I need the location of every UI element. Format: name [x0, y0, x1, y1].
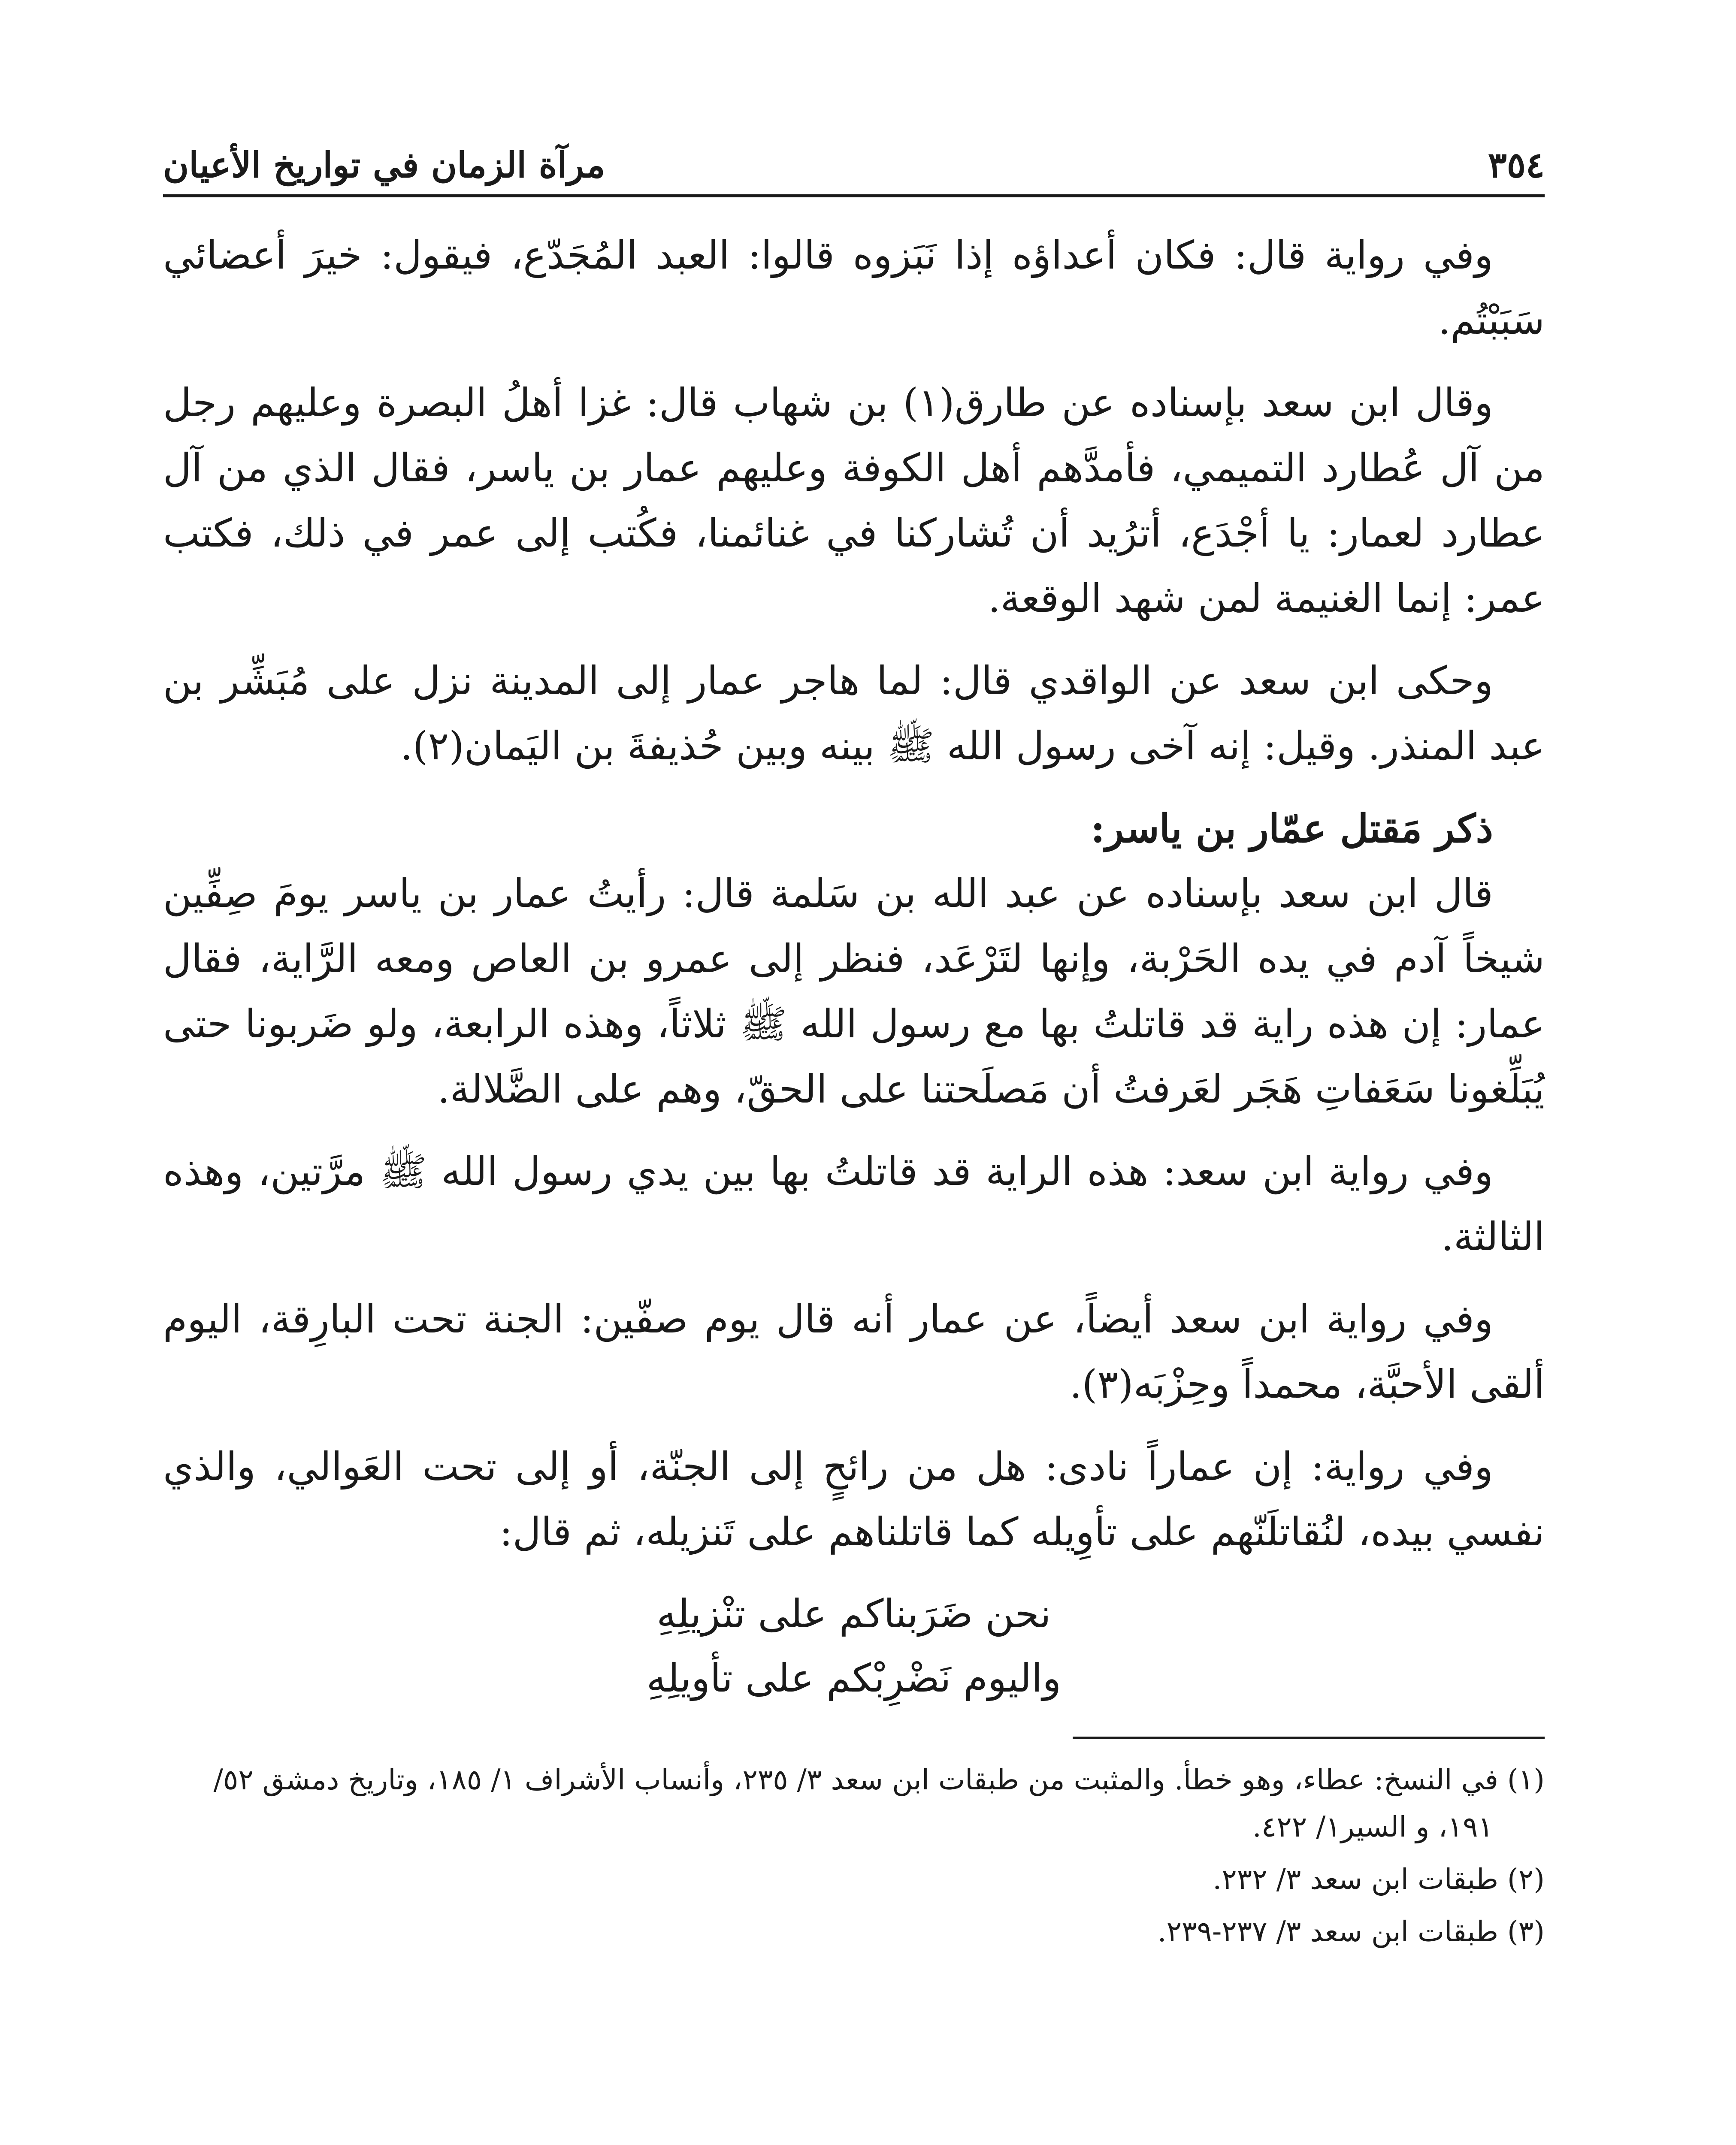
body-text — [163, 223, 1545, 1711]
footnote-divider — [1073, 1737, 1545, 1739]
paragraph: وفي رواية: إن عماراً نادى: هل من رائحٍ إلى الجنّة، أو إلى تحت العَوالي، والذي نفسي بيده، لنُقاتلَنّهم على تأوِيله كما قاتلناهم على تَنزيله، ثم قال: — [163, 1444, 1545, 1555]
footnote: (٢) طبقات ابن سعد ٣/ ٢٣٢. — [1213, 1863, 1545, 1896]
poem-line: واليوم نَضْرِبْكم على تأويلِهِ — [646, 1656, 1062, 1701]
paragraph: وفي رواية قال: فكان أعداؤه إذا نَبَزوه قالوا: العبد المُجَدّع، فيقول: خيرَ أعضائي سَبَبْتُم. — [163, 233, 1545, 343]
book-title: مرآة الزمان في تواريخ الأعيان — [163, 145, 605, 186]
page-number: ٣٥٤ — [1488, 145, 1545, 186]
footnote: (١) في النسخ: عطاء، وهو خطأ. والمثبت من طبقات ابن سعد ٣/ ٢٣٥، وأنساب الأشراف ١/ ١٨٥، وتاريخ دمشق ٥٢/ ١٩١، و السير١/ ٤٢٢. — [213, 1763, 1545, 1843]
paragraph: قال ابن سعد بإسناده عن عبد الله بن سَلمة قال: رأيتُ عمار بن ياسر يومَ صِفِّين شيخاً آدم في يده الحَرْبة، وإنها لتَرْعَد، فنظر إلى عمرو بن العاص ومعه الرَّاية، فقال عمار: إن هذه راية قد قاتلتُ بها مع رسول الله ﷺ ثلاثاً، وهذه الرابعة، ولو ضَربونا حتى يُبَلِّغونا سَعَفاتِ هَجَر لعَرفتُ أن مَصلَحتنا على الحقّ، وهم على الضَّلالة. — [163, 871, 1545, 1112]
paragraph: وحكى ابن سعد عن الواقدي قال: لما هاجر عمار إلى المدينة نزل على مُبَشِّر بن عبد المنذر. وقيل: إنه آخى رسول الله ﷺ بينه وبين حُذيفةَ بن اليَمان(٢). — [163, 659, 1545, 769]
paragraph: وقال ابن سعد بإسناده عن طارق(١) بن شهاب قال: غزا أهلُ البصرة وعليهم رجل من آل عُطارد التميمي، فأمدَّهم أهل الكوفة وعليهم عمار بن ياسر، فقال الذي من آل عطارد لعمار: يا أجْدَع، أترُيد أن تُشاركنا في غنائمنا، فكُتب إلى عمر في ذلك، فكتب عمر: إنما الغنيمة لمن شهد الوقعة. — [163, 381, 1545, 621]
book-page — [163, 99, 1545, 2145]
running-head — [163, 99, 1545, 197]
poem-line: نحن ضَرَبناكم على تنْزيلِهِ — [656, 1592, 1051, 1637]
poem — [163, 1582, 1545, 1711]
paragraph: وفي رواية ابن سعد: هذه الراية قد قاتلتُ بها بين يدي رسول الله ﷺ مرَّتين، وهذه الثالثة. — [163, 1149, 1545, 1260]
footnote: (٣) طبقات ابن سعد ٣/ ٢٣٧-٢٣٩. — [1157, 1915, 1545, 1948]
paragraph: وفي رواية ابن سعد أيضاً، عن عمار أنه قال يوم صفّين: الجنة تحت البارِقة، اليوم ألقى الأحبَّة، محمداً وحِزْبَه(٣). — [163, 1297, 1545, 1407]
section-heading: ذكر مَقتل عمّار بن ياسر: — [1090, 806, 1493, 852]
footnotes — [163, 1756, 1545, 1955]
